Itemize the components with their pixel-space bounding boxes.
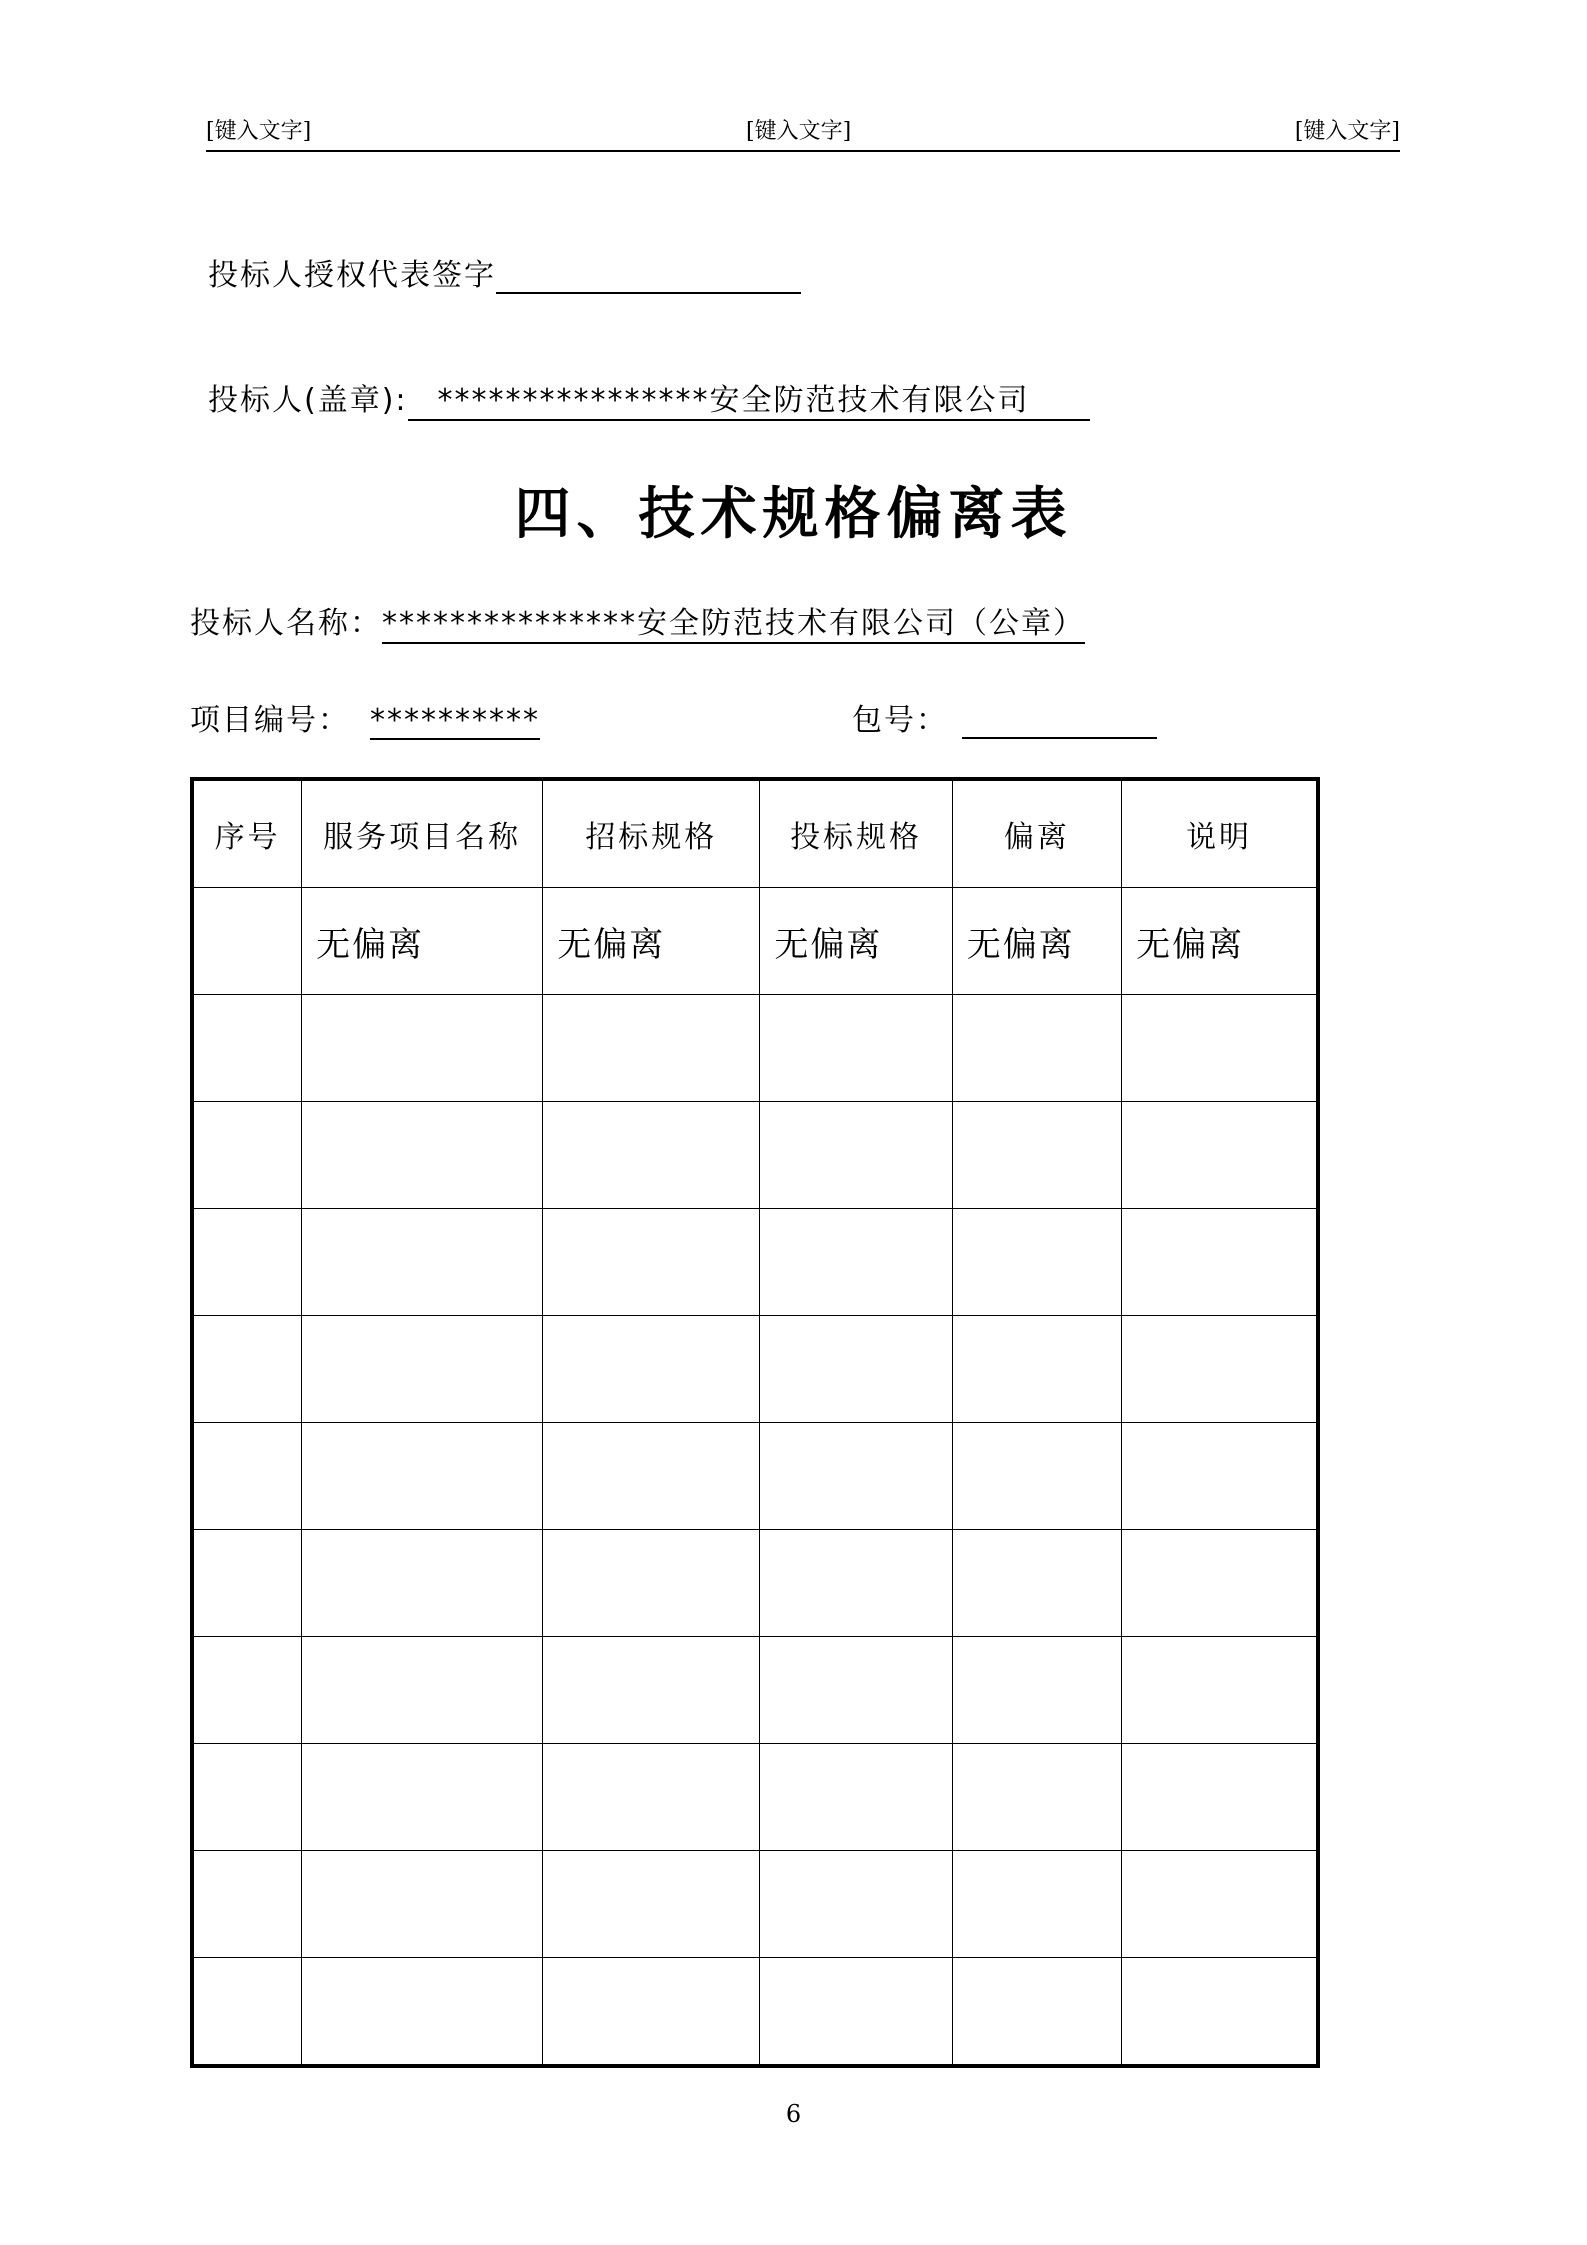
table-cell[interactable] [302, 995, 543, 1102]
table-cell[interactable] [543, 1423, 760, 1530]
table-cell[interactable] [192, 1530, 302, 1637]
table-cell[interactable] [192, 1851, 302, 1958]
table-cell[interactable] [1122, 1744, 1318, 1851]
table-cell[interactable] [760, 1637, 952, 1744]
table-cell[interactable] [543, 1851, 760, 1958]
signature-blank[interactable] [496, 258, 801, 294]
table-cell[interactable] [1122, 1530, 1318, 1637]
table-cell[interactable] [302, 1316, 543, 1423]
table-cell[interactable] [952, 1102, 1121, 1209]
table-cell[interactable] [1122, 995, 1318, 1102]
table-cell[interactable] [302, 1423, 543, 1530]
table-cell[interactable] [760, 1423, 952, 1530]
table-cell[interactable] [1122, 1637, 1318, 1744]
table-cell[interactable] [1122, 1209, 1318, 1316]
table-cell[interactable] [760, 1102, 952, 1209]
project-number-value: ********** [370, 703, 540, 738]
table-cell[interactable] [543, 995, 760, 1102]
table-row [192, 888, 1318, 995]
table-cell[interactable]: 无偏离 [1122, 888, 1318, 995]
col-header-notes: 说明 [1122, 779, 1318, 888]
table-cell[interactable] [302, 1209, 543, 1316]
header-right: [键入文字] [1294, 119, 1400, 144]
table-row [192, 1958, 1318, 2067]
table-cell[interactable] [760, 1209, 952, 1316]
table-cell[interactable] [1122, 1423, 1318, 1530]
table-cell[interactable] [192, 1209, 302, 1316]
table-row [192, 995, 1318, 1102]
table-cell[interactable] [952, 1209, 1121, 1316]
table-cell[interactable] [192, 1423, 302, 1530]
table-cell[interactable] [192, 1102, 302, 1209]
bidder-seal-value [408, 375, 1090, 421]
table-row [192, 1744, 1318, 1851]
package-number-line [852, 695, 1157, 739]
table-cell[interactable] [192, 1958, 302, 2067]
page-number: 6 [785, 2100, 802, 2128]
table-cell[interactable] [952, 1744, 1121, 1851]
table-cell[interactable] [543, 1958, 760, 2067]
table-cell[interactable] [543, 1316, 760, 1423]
bidder-name-value: ***************安全防范技术有限公司（公章） [382, 598, 1085, 644]
table-cell[interactable] [1122, 1958, 1318, 2067]
col-header-bid-spec: 投标规格 [760, 779, 952, 888]
table-cell[interactable] [543, 1102, 760, 1209]
header-center: [键入文字] [746, 119, 852, 144]
table-cell[interactable]: 无偏离 [302, 888, 543, 995]
table-cell[interactable] [760, 1744, 952, 1851]
table-row [192, 1530, 1318, 1637]
table-cell[interactable] [952, 1958, 1121, 2067]
table-header-row [192, 779, 1318, 888]
table-row [192, 1637, 1318, 1744]
table-row [192, 1851, 1318, 1958]
table-row [192, 1209, 1318, 1316]
table-cell[interactable] [192, 1637, 302, 1744]
table-cell[interactable] [543, 1744, 760, 1851]
col-header-seq: 序号 [192, 779, 302, 888]
col-header-service: 服务项目名称 [302, 779, 543, 888]
table-cell[interactable] [952, 1530, 1121, 1637]
table-cell[interactable] [952, 1637, 1121, 1744]
table-cell[interactable] [760, 1851, 952, 1958]
table-cell[interactable] [302, 1637, 543, 1744]
page-title: 四、技术规格偏离表 [514, 481, 1073, 547]
table-cell[interactable]: 无偏离 [543, 888, 760, 995]
table-cell[interactable] [952, 1316, 1121, 1423]
bidder-seal-text: ****************安全防范技术有限公司 [437, 383, 1030, 418]
page-header [206, 112, 1400, 152]
table-cell[interactable] [1122, 1316, 1318, 1423]
bidder-seal-line [208, 375, 1090, 421]
table-cell[interactable] [192, 888, 302, 995]
package-number-label: 包号： [852, 703, 948, 738]
table-cell[interactable] [192, 995, 302, 1102]
deviation-table [190, 777, 1320, 2068]
project-number-line [190, 695, 540, 740]
table-cell[interactable] [543, 1637, 760, 1744]
col-header-tender-spec: 招标规格 [543, 779, 760, 888]
table-cell[interactable] [543, 1530, 760, 1637]
package-number-blank[interactable] [962, 703, 1157, 739]
table-row [192, 1102, 1318, 1209]
table-cell[interactable] [952, 1851, 1121, 1958]
table-cell[interactable] [952, 995, 1121, 1102]
table-row [192, 1423, 1318, 1530]
project-number-label: 项目编号： [190, 703, 350, 738]
table-cell[interactable] [952, 1423, 1121, 1530]
bidder-name-label: 投标人名称： [190, 606, 382, 641]
table-cell[interactable] [302, 1530, 543, 1637]
table-cell[interactable] [1122, 1102, 1318, 1209]
bidder-seal-label: 投标人(盖章): [208, 383, 408, 418]
col-header-deviation: 偏离 [952, 779, 1121, 888]
table-cell[interactable]: 无偏离 [952, 888, 1121, 995]
table-cell[interactable] [192, 1316, 302, 1423]
table-cell[interactable]: 无偏离 [760, 888, 952, 995]
signature-line [208, 250, 801, 294]
table-row [192, 1316, 1318, 1423]
signature-label: 投标人授权代表签字 [208, 258, 496, 293]
table-cell[interactable] [760, 995, 952, 1102]
table-cell[interactable] [302, 1958, 543, 2067]
table-cell[interactable] [302, 1851, 543, 1958]
table-cell[interactable] [1122, 1851, 1318, 1958]
table-cell[interactable] [192, 1744, 302, 1851]
table-cell[interactable] [760, 1958, 952, 2067]
table-cell[interactable] [760, 1530, 952, 1637]
table-cell[interactable] [760, 1316, 952, 1423]
table-cell[interactable] [543, 1209, 760, 1316]
table-cell[interactable] [302, 1744, 543, 1851]
bidder-name-line [190, 598, 1085, 644]
table-cell[interactable] [302, 1102, 543, 1209]
header-left: [键入文字] [206, 119, 312, 144]
